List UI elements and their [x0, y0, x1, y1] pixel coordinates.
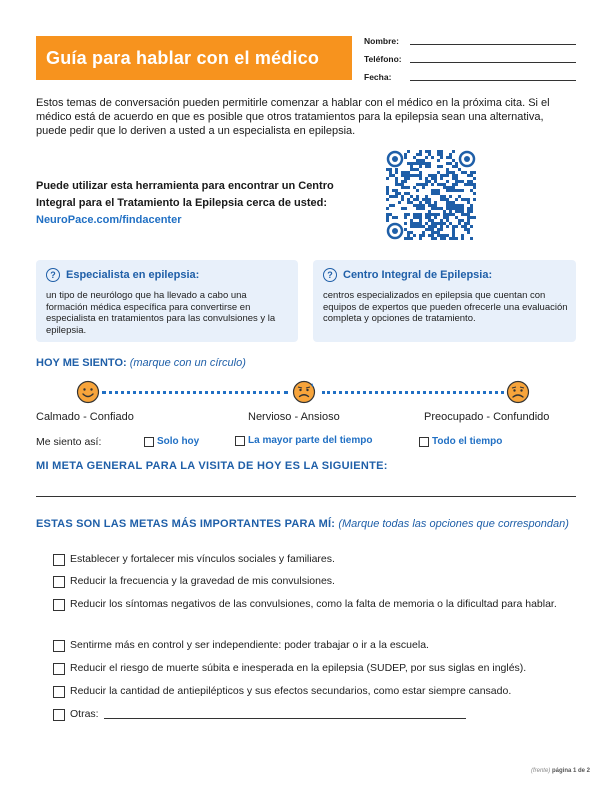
mood-scale-dots: [102, 391, 288, 394]
goal-checkbox[interactable]: [53, 554, 65, 566]
goals-heading: ESTAS SON LAS METAS MÁS IMPORTANTES PARA MÍ: (Marque todas las opciones que correspondan): [36, 518, 569, 530]
overall-goal-field[interactable]: [36, 496, 576, 497]
mood-label-calm: Calmado - Confiado: [36, 411, 134, 423]
mood-heading: HOY ME SIENTO: (marque con un círculo): [36, 357, 246, 369]
checkbox-mayor-parte[interactable]: [235, 436, 245, 446]
goals-hint: (Marque todas las opciones que correspondan): [338, 518, 569, 530]
smile-face-icon[interactable]: [76, 380, 100, 404]
goal-item: Establecer y fortalecer mis vínculos sociales y familiares.: [70, 553, 335, 565]
definition-text: un tipo de neurólogo que ha llevado a cabo una formación médica específica para convertirse en especialista en tratamientos para las convulsiones y la epilepsia.: [46, 290, 276, 336]
goal-item: Reducir el riesgo de muerte súbita e inesperada en la epilepsia (SUDEP, por sus siglas en inglés).: [70, 662, 527, 674]
question-circle-icon: ?: [323, 268, 337, 282]
option-mayor-parte: La mayor parte del tiempo: [248, 435, 373, 446]
tool-paragraph: [36, 178, 366, 229]
goal-item: Reducir la frecuencia y la gravedad de mis convulsiones.: [70, 575, 335, 587]
mood-label-worried: Preocupado - Confundido: [424, 411, 550, 423]
mood-scale-dots: [322, 391, 504, 394]
worried-face-icon[interactable]: [506, 380, 530, 404]
checkbox-solo-hoy[interactable]: [144, 437, 154, 447]
goal-checkbox[interactable]: [53, 709, 65, 721]
checkbox-todo-tiempo[interactable]: [419, 437, 429, 447]
definition-title: Especialista en epilepsia:: [66, 268, 200, 281]
goal-checkbox[interactable]: [53, 576, 65, 588]
goal-checkbox[interactable]: [53, 599, 65, 611]
mood-label-nervous: Nervioso - Ansioso: [248, 411, 340, 423]
goal-checkbox[interactable]: [53, 640, 65, 652]
definition-box-center: [313, 260, 576, 342]
goal-item: Sentirme más en control y ser independiente: poder trabajar o ir a la escuela.: [70, 639, 429, 651]
question-circle-icon: ?: [46, 268, 60, 282]
goal-item: Reducir la cantidad de antiepilépticos y sus efectos secundarios, como estar siempre cansado.: [70, 685, 512, 697]
definition-title: Centro Integral de Epilepsia:: [343, 268, 493, 281]
phone-label: Teléfono:: [364, 54, 402, 64]
other-goal-field[interactable]: [104, 718, 466, 719]
page-footer: [531, 768, 590, 774]
goal-item-other: Otras:: [70, 708, 99, 720]
nervous-face-icon[interactable]: [292, 380, 316, 404]
phone-field[interactable]: [410, 62, 576, 63]
page-title: Guía para hablar con el médico: [46, 48, 320, 68]
tool-text: Puede utilizar esta herramienta para encontrar un Centro Integral para el Tratamiento la Epilepsia cerca de usted:: [36, 180, 334, 209]
mood-hint: (marque con un círculo): [129, 357, 246, 369]
title-banner: [36, 36, 352, 80]
date-label: Fecha:: [364, 72, 392, 82]
option-solo-hoy: Solo hoy: [157, 436, 200, 447]
goal-item: Reducir los síntomas negativos de las convulsiones, como la falta de memoria o la dificultad para hablar.: [70, 598, 557, 610]
overall-goal-heading: MI META GENERAL PARA LA VISITA DE HOY ES LA SIGUIENTE:: [36, 460, 388, 472]
definition-box-specialist: [36, 260, 298, 342]
qr-code[interactable]: [386, 150, 476, 240]
name-field[interactable]: [410, 44, 576, 45]
feel-label: Me siento así:: [36, 436, 102, 448]
footer-side: (frente): [530, 768, 551, 774]
page-number: página 1 de 2: [551, 768, 590, 774]
intro-paragraph: Estos temas de conversación pueden permitirle comenzar a hablar con el médico en la próxima cita. Si el médico está de acuerdo en que es posible que otros tratamientos para la epilepsia sean una alternativa, puede pedir que lo deriven a usted a un especialista en epilepsia.: [36, 97, 550, 137]
goal-checkbox[interactable]: [53, 663, 65, 675]
goal-checkbox[interactable]: [53, 686, 65, 698]
date-field[interactable]: [410, 80, 576, 81]
option-todo-tiempo: Todo el tiempo: [432, 436, 503, 447]
findacenter-link[interactable]: NeuroPace.com/findacenter: [36, 214, 182, 226]
name-label: Nombre:: [364, 36, 399, 46]
definition-text: centros especializados en epilepsia que cuentan con equipos de expertos que pueden ofrecerle una evaluación completa y opciones de tratamiento.: [323, 290, 568, 324]
